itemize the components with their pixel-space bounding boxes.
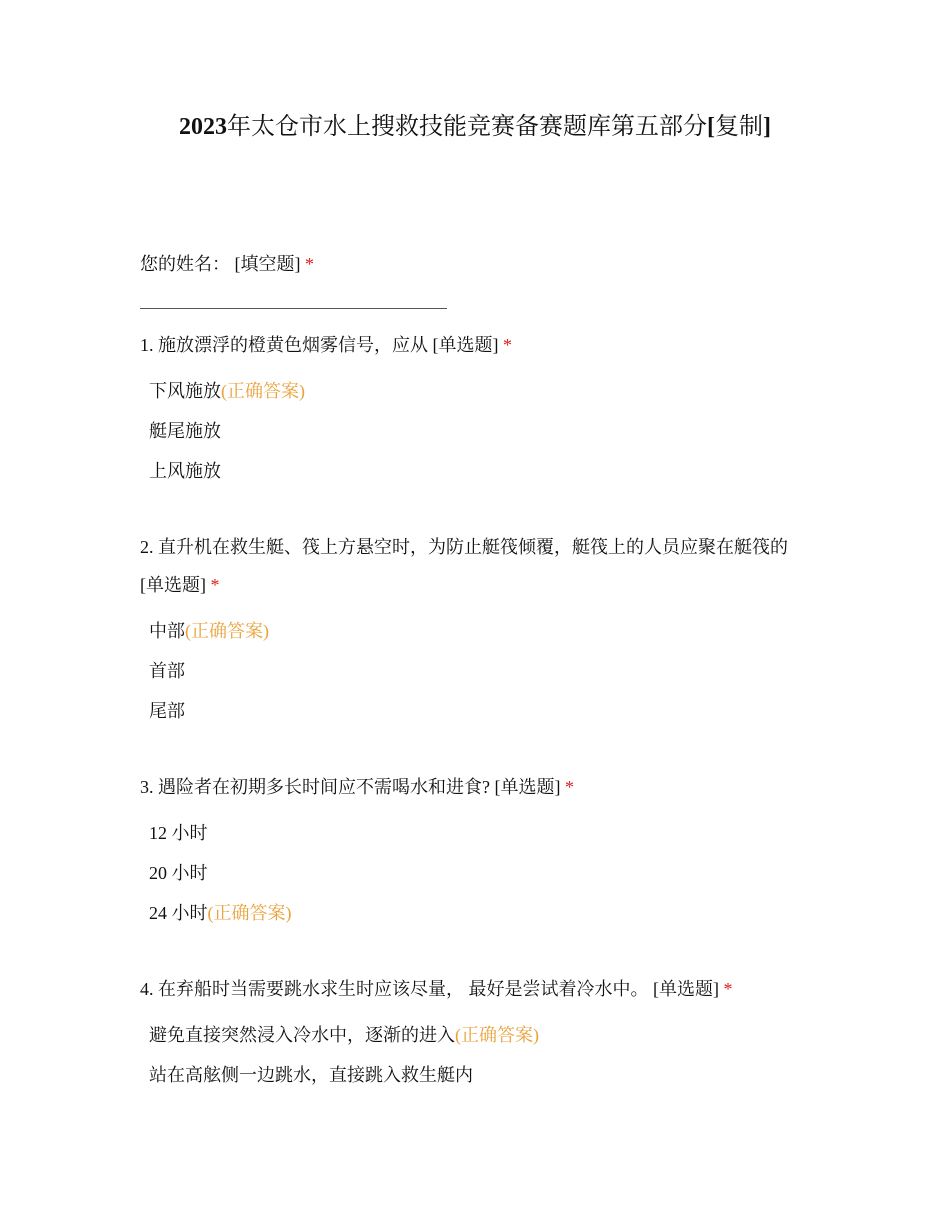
- name-label: 您的姓名：: [140, 254, 230, 274]
- option-q3-3[interactable]: [149, 901, 292, 925]
- question-type: [单选题]: [653, 979, 719, 999]
- option-text: 首部: [149, 661, 185, 681]
- option-text: 尾部: [149, 701, 185, 721]
- option-q1-2[interactable]: [149, 419, 221, 443]
- question-text: 在弃船时当需要跳水求生时应该尽量， 最好是尝试着冷水中。: [158, 979, 649, 999]
- question-number: 4.: [140, 979, 154, 999]
- option-text: 中部: [149, 621, 185, 641]
- page-title: [0, 112, 950, 142]
- question-2: [140, 535, 820, 559]
- option-text: 上风施放: [149, 461, 221, 481]
- option-q2-1[interactable]: [149, 619, 269, 643]
- question-text: 施放漂浮的橙黄色烟雾信号，应从: [158, 335, 428, 355]
- question-number: 3.: [140, 777, 154, 797]
- option-q2-2[interactable]: [149, 659, 185, 683]
- option-text: 20 小时: [149, 863, 208, 883]
- name-question: [140, 252, 820, 276]
- question-number: 1.: [140, 335, 154, 355]
- question-4: [140, 977, 820, 1001]
- title-year: 2023: [179, 114, 227, 140]
- option-text: 12 小时: [149, 823, 208, 843]
- correct-answer-label: (正确答案): [185, 621, 269, 641]
- question-type: [单选题]: [432, 335, 499, 355]
- question-1: [140, 333, 820, 357]
- name-type: [填空题]: [234, 254, 301, 274]
- option-q3-1[interactable]: [149, 821, 208, 845]
- option-text: 24 小时: [149, 903, 208, 923]
- option-q1-3[interactable]: [149, 459, 221, 483]
- required-marker: *: [503, 335, 512, 355]
- option-text: 艇尾施放: [149, 421, 221, 441]
- question-number: 2.: [140, 537, 154, 557]
- question-text: 遇险者在初期多长时间应不需喝水和进食?: [158, 777, 490, 797]
- question-3: [140, 775, 820, 799]
- correct-answer-label: (正确答案): [221, 381, 305, 401]
- question-text: 直升机在救生艇、筏上方悬空时，为防止艇筏倾覆，艇筏上的人员应聚在艇筏的: [158, 537, 788, 557]
- question-type: [单选题]: [494, 777, 561, 797]
- option-text: 下风施放: [149, 381, 221, 401]
- title-copy-close: ]: [763, 114, 771, 140]
- required-marker: *: [210, 575, 220, 595]
- required-marker: *: [305, 254, 314, 274]
- option-text: 站在高舷侧一边跳水，直接跳入救生艇内: [149, 1065, 473, 1085]
- required-marker: *: [723, 979, 733, 999]
- title-main: 年太仓市水上搜救技能竞赛备赛题库第五部分: [227, 114, 707, 140]
- required-marker: *: [565, 777, 574, 797]
- option-text: 避免直接突然浸入冷水中，逐渐的进入: [149, 1025, 455, 1045]
- question-type: [单选题]: [140, 575, 206, 595]
- option-q4-2[interactable]: [149, 1063, 473, 1087]
- option-q2-3[interactable]: [149, 699, 185, 723]
- name-input-line[interactable]: [140, 308, 447, 309]
- title-copy-text: 复制: [715, 114, 763, 140]
- title-copy-open: [: [707, 114, 715, 140]
- correct-answer-label: (正确答案): [455, 1025, 539, 1045]
- correct-answer-label: (正确答案): [207, 903, 292, 923]
- option-q3-2[interactable]: [149, 861, 208, 885]
- option-q1-1[interactable]: [149, 379, 305, 403]
- option-q4-1[interactable]: [149, 1023, 539, 1047]
- question-2-type-line: [140, 573, 820, 597]
